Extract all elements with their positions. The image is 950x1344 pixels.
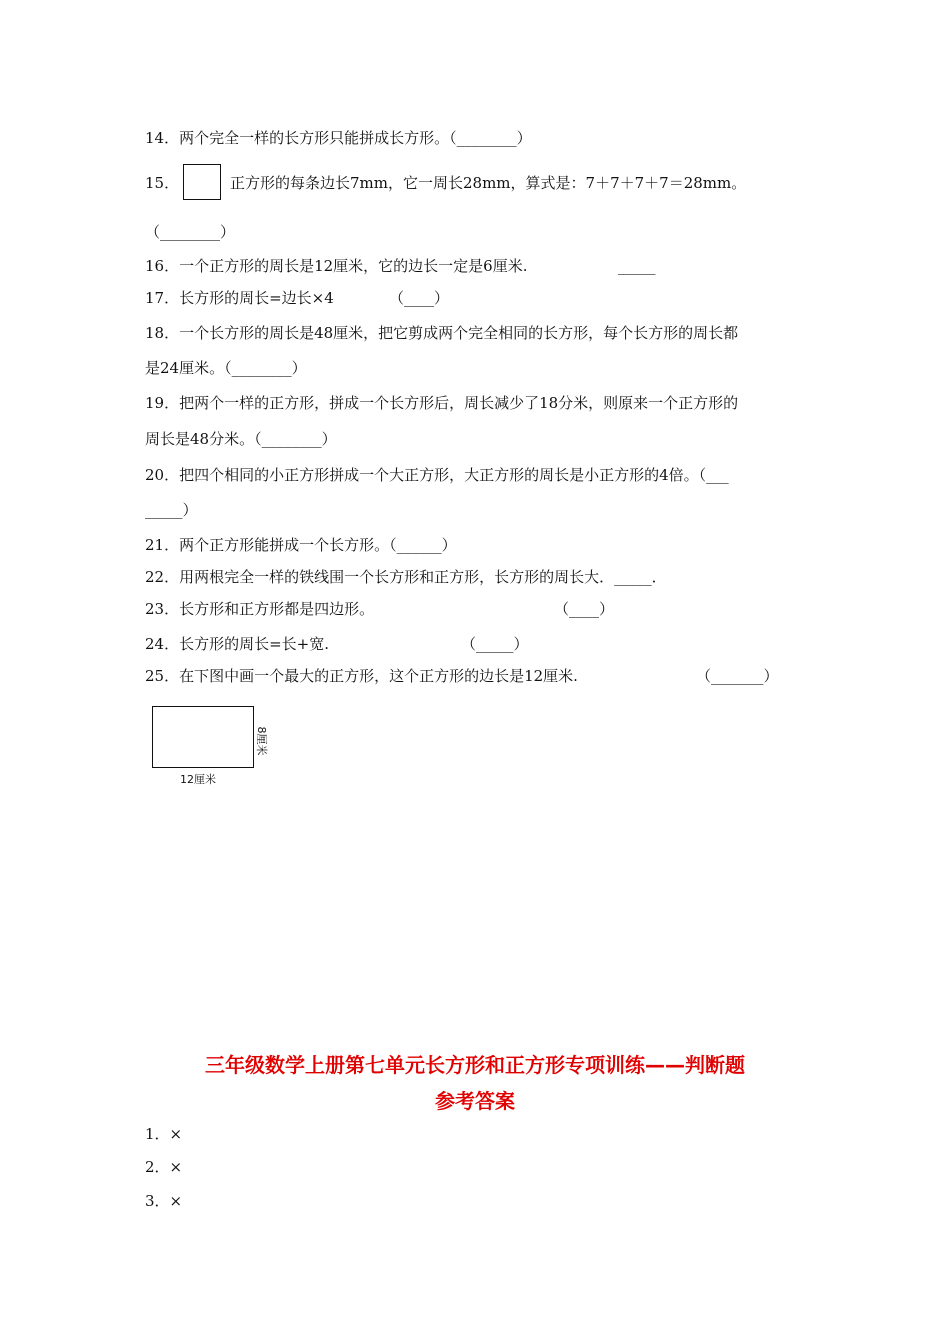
question-22-text: 22．用两根完全一样的铁线围一个长方形和正方形，长方形的周长大．_____．: [145, 568, 667, 586]
question-15-cont: [145, 222, 235, 242]
question-23-blank-text: （____）: [554, 600, 615, 618]
question-18-cont: [145, 358, 307, 378]
question-14-text: 14．两个完全一样的长方形只能拼成长方形。（________）: [145, 129, 532, 147]
question-25-blank: [696, 666, 779, 686]
figure-width-label: 12厘米: [180, 773, 216, 786]
answer-2-text: 2．×: [145, 1158, 183, 1176]
question-15-number: 15．: [145, 174, 180, 192]
question-19-cont: [145, 429, 337, 449]
question-15: [230, 173, 746, 193]
question-15-blank: （________）: [145, 223, 236, 241]
answer-title: 三年级数学上册第七单元长方形和正方形专项训练——判断题: [205, 1053, 745, 1077]
question-16-text: 16．一个正方形的周长是12厘米，它的边长一定是6厘米.: [145, 257, 528, 275]
question-18-cont-text: 是24厘米。（________）: [145, 359, 307, 377]
question-21: [145, 535, 457, 555]
square-figure: [183, 164, 221, 200]
question-19-text: 19．把两个一样的正方形，拼成一个长方形后，周长减少了18分米，则原来一个正方形的: [145, 394, 739, 412]
answer-1: [145, 1124, 182, 1144]
question-20-cont: [145, 500, 198, 520]
question-19-cont-text: 周长是48分米。（________）: [145, 430, 337, 448]
figure-height-label: 8厘米: [255, 726, 268, 756]
question-18: [145, 323, 738, 343]
question-25-blank-text: （_______）: [696, 667, 779, 685]
question-23: [145, 599, 374, 619]
question-20-cont-text: _____）: [145, 501, 198, 519]
question-19: [145, 393, 738, 413]
question-23-text: 23．长方形和正方形都是四边形。: [145, 600, 375, 618]
question-17-blank: [389, 288, 449, 308]
question-17-blank-text: （____）: [389, 289, 450, 307]
question-18-text: 18．一个长方形的周长是48厘米，把它剪成两个完全相同的长方形，每个长方形的周长都: [145, 324, 739, 342]
question-24-blank: [461, 634, 529, 654]
rectangle-figure: [152, 706, 254, 768]
question-14: [145, 128, 532, 148]
question-25-text: 25．在下图中画一个最大的正方形，这个正方形的边长是12厘米.: [145, 667, 578, 685]
question-24-text: 24．长方形的周长=长+宽.: [145, 635, 329, 653]
question-17: [145, 288, 334, 308]
answer-2: [145, 1157, 182, 1177]
question-24: [145, 634, 329, 654]
question-24-blank-text: （_____）: [461, 635, 529, 653]
question-15-text: 正方形的每条边长7mm，它一周长28mm，算式是：7＋7＋7＋7＝28mm。: [230, 174, 747, 192]
question-16-blank: [618, 256, 656, 276]
answer-subtitle: 参考答案: [435, 1089, 515, 1113]
answer-3: [145, 1191, 182, 1211]
answer-1-text: 1．×: [145, 1125, 183, 1143]
question-16: [145, 256, 528, 276]
question-23-blank: [554, 599, 614, 619]
question-22: [145, 567, 667, 587]
question-17-text: 17．长方形的周长=边长×4: [145, 289, 334, 307]
answer-3-text: 3．×: [145, 1192, 183, 1210]
question-16-blank-text: _____: [618, 257, 656, 275]
question-25: [145, 666, 578, 686]
question-21-text: 21．两个正方形能拼成一个长方形。（______）: [145, 536, 457, 554]
question-20: [145, 465, 729, 485]
question-20-text: 20．把四个相同的小正方形拼成一个大正方形，大正方形的周长是小正方形的4倍。（___: [145, 466, 729, 484]
